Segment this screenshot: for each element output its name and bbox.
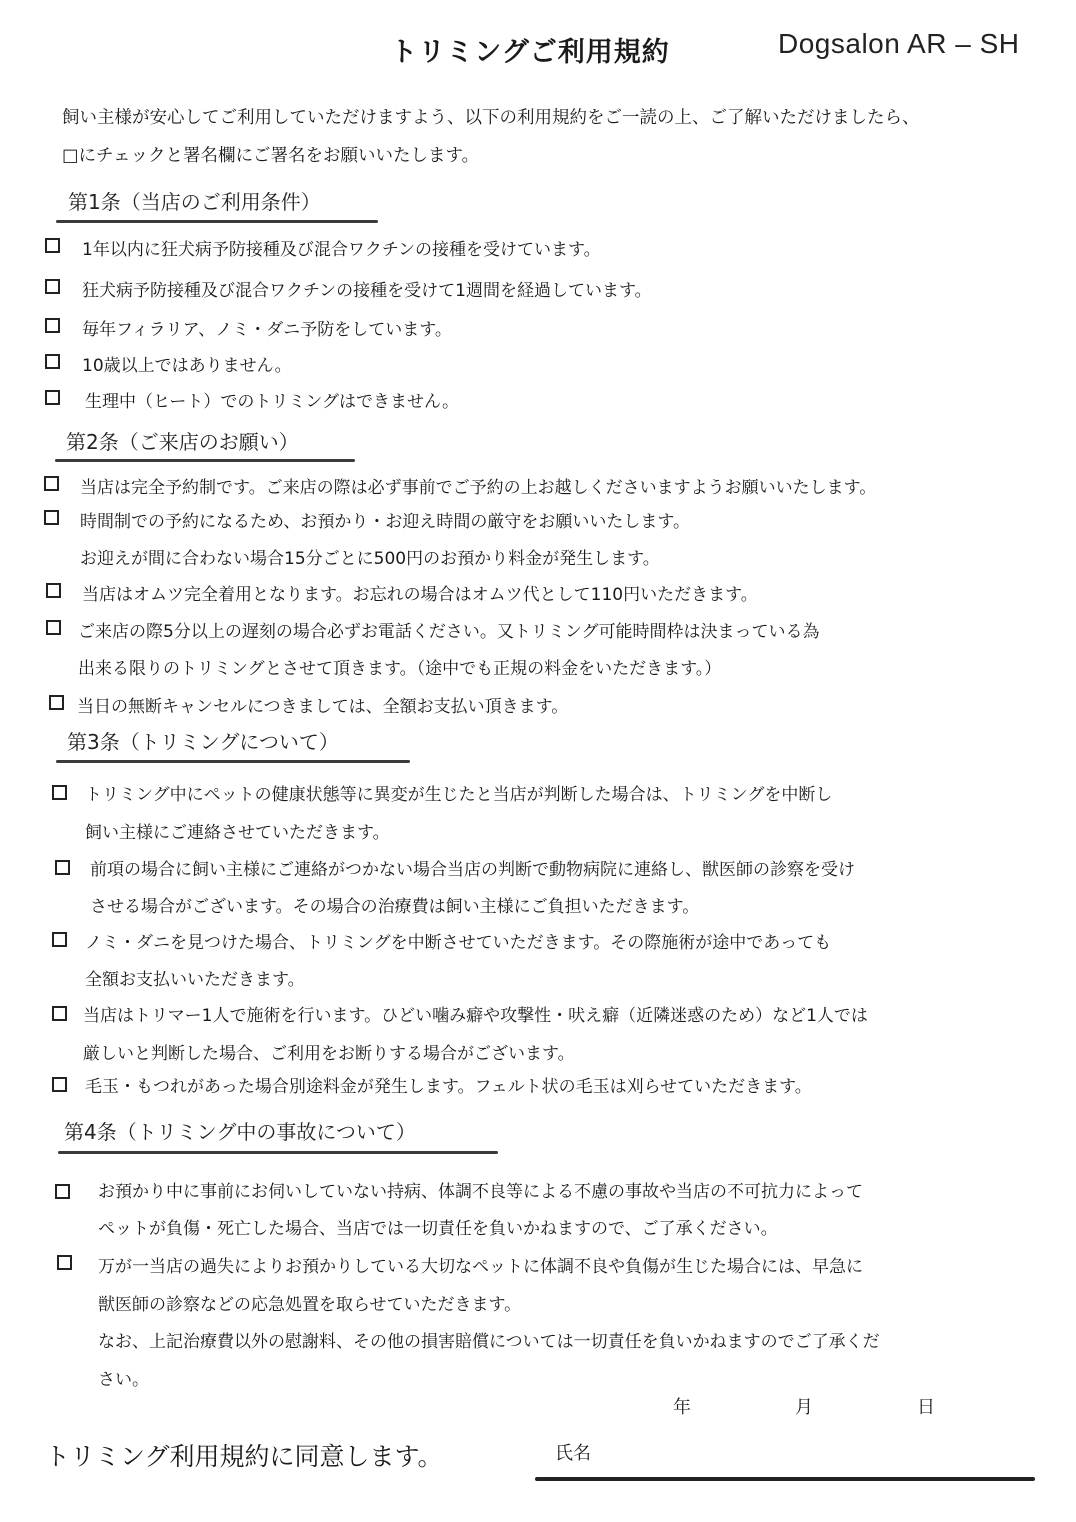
checkbox-s1-2[interactable] <box>45 279 60 294</box>
date-year-label: 年 <box>673 1397 691 1418</box>
section-3-underline <box>56 760 410 763</box>
term-s1-2: 狂犬病予防接種及び混合ワクチンの接種を受けて1週間を経過しています。 <box>82 281 652 301</box>
section-4-underline <box>58 1151 498 1154</box>
checkbox-s1-3[interactable] <box>45 318 60 333</box>
term-s2-1: 当店は完全予約制です。ご来店の際は必ず事前でご予約の上お越しくださいますようお願いいたします。 <box>80 478 877 498</box>
checkbox-s2-3[interactable] <box>46 583 61 598</box>
term-s4-1-cont: ペットが負傷・死亡した場合、当店では一切責任を負いかねますので、ご了承ください。 <box>98 1219 778 1239</box>
term-s3-3: ノミ・ダニを見つけた場合、トリミングを中断させていただきます。その際施術が途中であっても <box>85 933 832 953</box>
section-4-heading: 第4条（トリミング中の事故について） <box>64 1120 416 1144</box>
checkbox-s1-1[interactable] <box>45 238 60 253</box>
term-s3-5: 毛玉・もつれがあった場合別途料金が発生します。フェルト状の毛玉は刈らせていただきます。 <box>85 1077 812 1097</box>
term-s2-4-cont: 出来る限りのトリミングとさせて頂きます。（途中でも正規の料金をいただきます。） <box>78 659 722 679</box>
term-s4-2-cont3: さい。 <box>98 1370 149 1390</box>
checkbox-s3-2[interactable] <box>55 860 70 875</box>
term-s2-2: 時間制での予約になるため、お預かり・お迎え時間の厳守をお願いいたします。 <box>80 512 690 532</box>
page-title: トリミングご利用規約 <box>390 37 670 68</box>
section-2-underline <box>55 459 355 462</box>
checkbox-s1-5[interactable] <box>45 390 60 405</box>
checkbox-s3-3[interactable] <box>52 932 67 947</box>
term-s4-2-cont2: なお、上記治療費以外の慰謝料、その他の損害賠償については一切責任を負いかねますのでご了承くだ <box>98 1332 880 1352</box>
intro-line-2: □にチェックと署名欄にご署名をお願いいたします。 <box>62 146 480 166</box>
term-s2-5: 当日の無断キャンセルにつきましては、全額お支払い頂きます。 <box>77 697 569 717</box>
term-s4-1: お預かり中に事前にお伺いしていない持病、体調不良等による不慮の事故や当店の不可抗力によって <box>98 1182 863 1202</box>
date-day-label: 日 <box>917 1397 935 1418</box>
term-s3-2: 前項の場合に飼い主様にご連絡がつかない場合当店の判断で動物病院に連絡し、獣医師の診察を受け <box>90 860 855 880</box>
term-s3-4-cont: 厳しいと判断した場合、ご利用をお断りする場合がございます。 <box>83 1044 575 1064</box>
section-1-underline <box>56 220 378 223</box>
term-s1-4: 10歳以上ではありません。 <box>82 356 292 376</box>
term-s3-1-cont: 飼い主様にご連絡させていただきます。 <box>85 823 390 843</box>
term-s1-5: 生理中（ヒート）でのトリミングはできません。 <box>85 392 459 412</box>
intro-line-1: 飼い主様が安心してご利用していただけますよう、以下の利用規約をご一読の上、ご了解いただけましたら、 <box>62 108 920 128</box>
term-s2-3: 当店はオムツ完全着用となります。お忘れの場合はオムツ代として110円いただきます。 <box>82 585 758 605</box>
term-s4-2-cont1: 獣医師の診察などの応急処置を取らせていただきます。 <box>98 1295 522 1315</box>
agreement-statement: トリミング利用規約に同意します。 <box>45 1442 443 1471</box>
checkbox-s2-2[interactable] <box>44 510 59 525</box>
term-s2-4: ご来店の際5分以上の遅刻の場合必ずお電話ください。又トリミング可能時間枠は決まっている為 <box>78 622 820 642</box>
checkbox-s2-4[interactable] <box>46 620 61 635</box>
checkbox-s4-1[interactable] <box>55 1184 70 1199</box>
name-signature-field[interactable] <box>600 1432 1030 1472</box>
date-month-label: 月 <box>795 1397 813 1418</box>
name-label: 氏名 <box>555 1443 591 1464</box>
checkbox-s1-4[interactable] <box>45 354 60 369</box>
term-s3-4: 当店はトリマー1人で施術を行います。ひどい噛み癖や攻撃性・吠え癖（近隣迷惑のため）など1人では <box>83 1006 868 1026</box>
term-s3-2-cont: させる場合がございます。その場合の治療費は飼い主様にご負担いただきます。 <box>90 897 700 917</box>
checkbox-s3-5[interactable] <box>52 1077 67 1092</box>
signature-line <box>535 1477 1035 1481</box>
checkbox-s2-5[interactable] <box>49 695 64 710</box>
checkbox-s3-1[interactable] <box>52 785 67 800</box>
section-2-heading: 第2条（ご来店のお願い） <box>66 430 299 454</box>
section-3-heading: 第3条（トリミングについて） <box>67 730 339 754</box>
term-s3-3-cont: 全額お支払いいただきます。 <box>85 970 305 990</box>
term-s2-2-cont: お迎えが間に合わない場合15分ごとに500円のお預かり料金が発生します。 <box>80 549 660 569</box>
term-s1-1: 1年以内に狂犬病予防接種及び混合ワクチンの接種を受けています。 <box>82 240 601 260</box>
section-1-heading: 第1条（当店のご利用条件） <box>68 190 321 214</box>
checkbox-s2-1[interactable] <box>44 476 59 491</box>
checkbox-s4-2[interactable] <box>57 1255 72 1270</box>
salon-brand: Dogsalon AR – SH <box>778 28 1020 59</box>
term-s1-3: 毎年フィラリア、ノミ・ダニ予防をしています。 <box>82 320 452 340</box>
term-s3-1: トリミング中にペットの健康状態等に異変が生じたと当店が判断した場合は、トリミングを中断し <box>85 785 833 805</box>
term-s4-2: 万が一当店の過失によりお預かりしている大切なペットに体調不良や負傷が生じた場合には、早急に <box>98 1257 863 1277</box>
checkbox-s3-4[interactable] <box>52 1006 67 1021</box>
